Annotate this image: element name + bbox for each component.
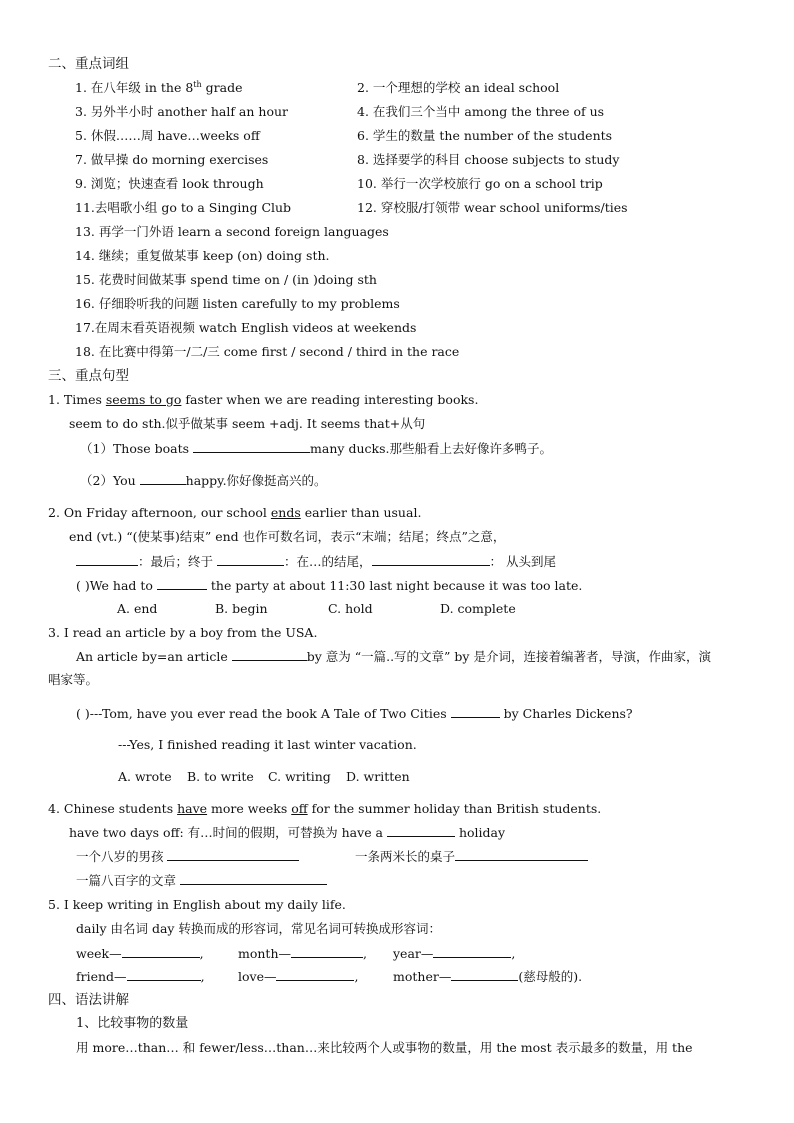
- phrase-item: 16. 仔细聆听我的问题 listen carefully to my problems: [75, 296, 400, 311]
- answer-blank[interactable]: [122, 945, 200, 958]
- phrase-item: 17.在周末看英语视频 watch English videos at weekends: [75, 320, 417, 335]
- word-form-love: love— ,: [238, 969, 359, 984]
- word-form-mother: mother— (慈母般的).: [393, 969, 583, 984]
- sentence-2-note: end (vt.) “(使某事)结束” end 也作可数名词，表示“末端；结尾；终点”之意，: [69, 529, 506, 544]
- grammar-text: 用 more…than… 和 fewer/less…than…来比较两个人或事物的数量，用 the most 表示最多的数量，用 the: [76, 1040, 693, 1055]
- phrase-item: 11.去唱歌小组 go to a Singing Club: [75, 200, 292, 215]
- answer-blank[interactable]: [451, 705, 500, 718]
- phrase-item: 5. 休假……周 have…weeks off: [75, 128, 260, 143]
- answer-blank[interactable]: [372, 553, 490, 566]
- word-form-year: year— ,: [393, 946, 516, 961]
- sentence-3-note-cont: 唱家等。: [48, 672, 99, 687]
- section-title-grammar: 四、语法讲解: [48, 992, 129, 1008]
- answer-blank[interactable]: [291, 945, 363, 958]
- sentence-2-blanks: ：最后；终于 ：在…的结尾， ： 从头到尾: [76, 553, 556, 570]
- option-b: B. begin: [215, 601, 268, 616]
- dialog-answer: ---Yes, I finished reading it last winter vacation.: [118, 737, 417, 752]
- phrase-item: 14. 继续；重复做某事 keep (on) doing sth.: [75, 248, 330, 263]
- sentence-1: 1. Times seems to go faster when we are reading interesting books.: [48, 392, 479, 407]
- phrase-item: 12. 穿校服/打领带 wear school uniforms/ties: [357, 200, 628, 215]
- phrase-item: 4. 在我们三个当中 among the three of us: [357, 104, 605, 119]
- word-form-friend: friend— ,: [76, 969, 205, 984]
- phrase-item: 1. 在八年级 in the 8th grade: [75, 79, 243, 95]
- answer-blank[interactable]: [180, 872, 327, 885]
- answer-blank[interactable]: [76, 553, 138, 566]
- phrase-item: 8. 选择要学的科目 choose subjects to study: [357, 152, 620, 167]
- phrase-item: 6. 学生的数量 the number of the students: [357, 128, 613, 143]
- phrase-item: 15. 花费时间做某事 spend time on / (in )doing sth: [75, 272, 377, 287]
- word-form-week: week— ,: [76, 946, 204, 961]
- phrase-item: 3. 另外半小时 another half an hour: [75, 104, 289, 119]
- phrase-item: 7. 做早操 do morning exercises: [75, 152, 269, 167]
- translation-1: 一个八岁的男孩: [76, 848, 299, 865]
- option-d: D. written: [346, 769, 410, 784]
- option-a: A. wrote: [118, 769, 172, 784]
- sentence-3: 3. I read an article by a boy from the USA.: [48, 625, 318, 640]
- answer-blank[interactable]: [127, 968, 201, 981]
- option-b: B. to write: [187, 769, 254, 784]
- answer-blank[interactable]: [193, 440, 310, 453]
- choice-question-3: ( )---Tom, have you ever read the book A Tale of Two Cities by Charles Dickens?: [76, 706, 633, 721]
- phrase-item: 13. 再学一门外语 learn a second foreign languages: [75, 224, 389, 239]
- sentence-3-note: An article by=an article by 意为 “一篇..写的文章” by 是介词，连接着编著者，导演，作曲家，演: [76, 649, 711, 664]
- phrase-item: 18. 在比赛中得第一/二/三 come first / second / third in the race: [75, 344, 460, 359]
- phrase-item: 9. 浏览；快速查看 look through: [75, 176, 264, 191]
- translation-2: 一条两米长的桌子: [355, 848, 588, 865]
- answer-blank[interactable]: [276, 968, 354, 981]
- sentence-5: 5. I keep writing in English about my daily life.: [48, 897, 346, 912]
- option-c: C. hold: [328, 601, 373, 616]
- answer-blank[interactable]: [451, 968, 518, 981]
- sentence-4-note: have two days off: 有…时间的假期，可替换为 have a holiday: [69, 825, 506, 840]
- answer-blank[interactable]: [232, 648, 307, 661]
- phrase-item: 10. 举行一次学校旅行 go on a school trip: [357, 176, 603, 191]
- choice-question-2: ( )We had to the party at about 11:30 last night because it was too late.: [76, 578, 583, 593]
- answer-blank[interactable]: [157, 577, 207, 590]
- section-title-sentences: 三、重点句型: [48, 368, 129, 384]
- section-title-phrases: 二、重点词组: [48, 56, 129, 72]
- option-d: D. complete: [440, 601, 516, 616]
- exercise-1-1: （1）Those boats many ducks.那些船看上去好像许多鸭子。: [80, 441, 552, 456]
- answer-blank[interactable]: [140, 472, 186, 485]
- sentence-1-note: seem to do sth.似乎做某事 seem +adj. It seems that+从句: [69, 416, 426, 431]
- sentence-2: 2. On Friday afternoon, our school ends earlier than usual.: [48, 505, 422, 520]
- word-form-month: month— ,: [238, 946, 367, 961]
- option-c: C. writing: [268, 769, 331, 784]
- answer-blank[interactable]: [387, 824, 455, 837]
- option-a: A. end: [117, 601, 158, 616]
- sentence-5-note: daily 由名词 day 转换而成的形容词，常见名词可转换成形容词：: [76, 921, 441, 936]
- phrase-item: 2. 一个理想的学校 an ideal school: [357, 80, 560, 95]
- answer-blank[interactable]: [217, 553, 284, 566]
- translation-3: 一篇八百字的文章: [76, 872, 327, 889]
- exercise-1-2: （2）You happy.你好像挺高兴的。: [80, 473, 327, 488]
- sentence-4: 4. Chinese students have more weeks off for the summer holiday than British students.: [48, 801, 602, 816]
- answer-blank[interactable]: [455, 848, 588, 861]
- answer-blank[interactable]: [167, 848, 299, 861]
- answer-blank[interactable]: [433, 945, 511, 958]
- grammar-subtitle: 1、比较事物的数量: [76, 1016, 189, 1031]
